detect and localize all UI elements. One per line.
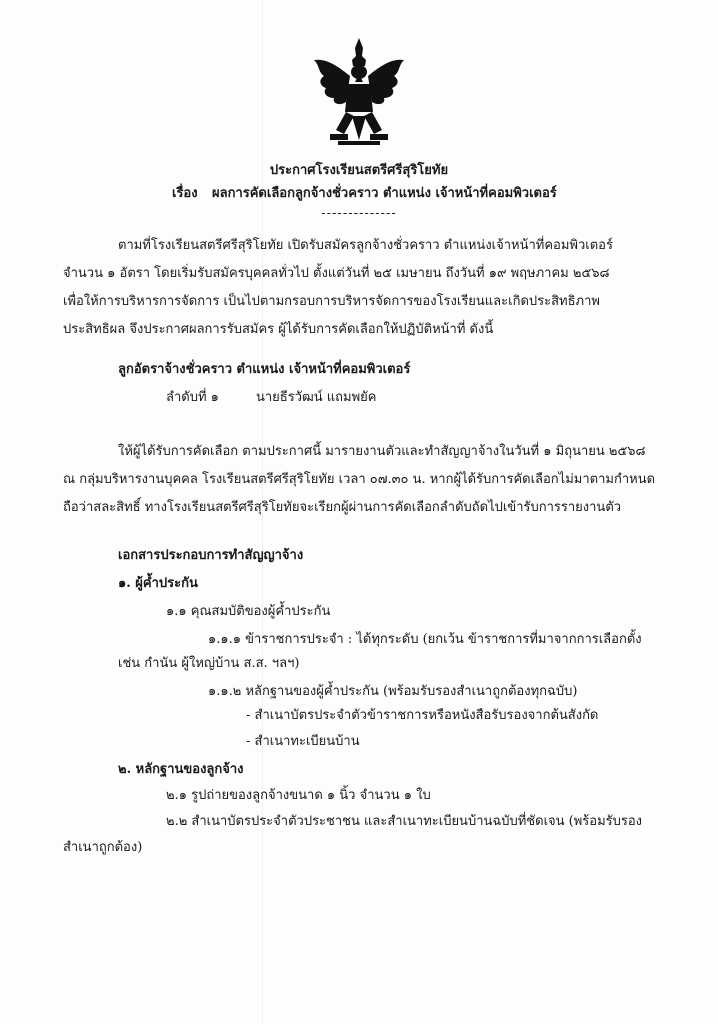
guarantor-item-1-1-1-line-1: ๑.๑.๑ ข้าราชการประจำ : ได้ทุกระดับ (ยกเว้น ข้าราชการที่มาจากการเลือกตั้ง	[208, 632, 642, 647]
title-divider: --------------	[321, 206, 397, 221]
subject-label: เรื่อง	[172, 186, 198, 201]
documents-heading: เอกสารประกอบการทำสัญญาจ้าง	[118, 548, 304, 563]
report-line-1: ให้ผู้ได้รับการคัดเลือก ตามประกาศนี้ มารายงานตัวและทำสัญญาจ้างในวันที่ ๑ มิถุนายน ๒๕๖๘	[118, 444, 646, 459]
intro-line-1: ตามที่โรงเรียนสตรีศรีสุริโยทัย เปิดรับสมัครลูกจ้างชั่วคราว ตำแหน่งเจ้าหน้าที่คอมพิวเตอร์	[118, 238, 613, 253]
intro-line-4: ประสิทธิผล จึงประกาศผลการรับสมัคร ผู้ได้รับการคัดเลือกให้ปฏิบัติหน้าที่ ดังนี้	[63, 322, 494, 337]
employee-item-2-2-line-1: ๒.๒ สำเนาบัตรประจำตัวประชาชน และสำเนาทะเบียนบ้านฉบับที่ชัดเจน (พร้อมรับรอง	[166, 814, 643, 829]
employee-section-title: ๒. หลักฐานของลูกจ้าง	[118, 762, 244, 777]
guarantor-item-1-1-2: ๑.๑.๒ หลักฐานของผู้ค้ำประกัน (พร้อมรับรองสำเนาถูกต้องทุกฉบับ)	[208, 684, 578, 699]
rank-label: ลำดับที่ ๑	[166, 390, 219, 405]
employee-item-2-1: ๒.๑ รูปถ่ายของลูกจ้างขนาด ๑ นิ้ว จำนวน ๑ ใบ	[166, 788, 431, 803]
intro-line-2: จำนวน ๑ อัตรา โดยเริ่มรับสมัครบุคคลทั่วไป ตั้งแต่วันที่ ๒๕ เมษายน ถึงวันที่ ๑๙ พฤษภาคม ๒๕๖๘	[63, 266, 610, 281]
subject-text: ผลการคัดเลือกลูกจ้างชั่วคราว ตำแหน่ง เจ้าหน้าที่คอมพิวเตอร์	[212, 186, 557, 201]
guarantor-item-1-1-1-line-2: เช่น กำนัน ผู้ใหญ่บ้าน ส.ส. ฯลฯ)	[118, 656, 300, 671]
garuda-emblem-icon	[310, 36, 408, 148]
intro-line-3: เพื่อให้การบริหารการจัดการ เป็นไปตามกรอบการบริหารจัดการของโรงเรียนและเกิดประสิทธิภาพ	[63, 294, 600, 309]
guarantor-bullet-1: - สำเนาบัตรประจำตัวข้าราชการหรือหนังสือรับรองจากต้นสังกัด	[246, 708, 599, 723]
guarantor-qualifications: ๑.๑ คุณสมบัติของผู้ค้ำประกัน	[166, 604, 331, 619]
guarantor-bullet-2: - สำเนาทะเบียนบ้าน	[246, 734, 360, 749]
employee-item-2-2-line-2: สำเนาถูกต้อง)	[63, 840, 143, 855]
report-line-2: ณ กลุ่มบริหารงานบุคคล โรงเรียนสตรีศรีสุริโยทัย เวลา ๐๗.๓๐ น. หากผู้ได้รับการคัดเลือกไม่มาตามกำหนด	[63, 472, 656, 487]
report-line-3: ถือว่าสละสิทธิ์ ทางโรงเรียนสตรีศรีสุริโยทัยจะเรียกผู้ผ่านการคัดเลือกลำดับถัดไปเข้ารับการรายงานตัว	[63, 500, 622, 515]
position-heading: ลูกอัตราจ้างชั่วคราว ตำแหน่ง เจ้าหน้าที่คอมพิวเตอร์	[118, 362, 411, 377]
guarantor-section-title: ๑. ผู้ค้ำประกัน	[118, 576, 198, 591]
announcement-title: ประกาศโรงเรียนสตรีศรีสุริโยทัย	[269, 163, 449, 178]
selected-candidate-name: นายธีรวัฒน์ แถมพยัค	[256, 390, 377, 405]
